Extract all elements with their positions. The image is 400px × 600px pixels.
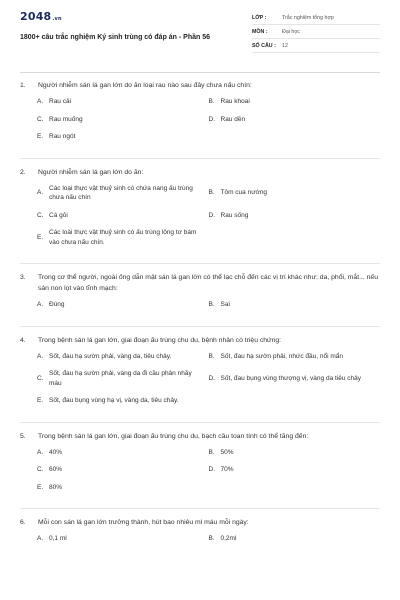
answer-option[interactable] (209, 465, 381, 475)
answer-options (20, 184, 380, 256)
option-letter: D. (208, 115, 215, 123)
option-letter: E. (37, 483, 44, 491)
meta-info (252, 12, 380, 54)
option-text: Rau dền (220, 115, 246, 123)
option-text: Rau muống (49, 115, 83, 123)
option-letter: A. (37, 448, 44, 456)
option-letter: A. (37, 189, 44, 197)
meta-value: 12 (282, 42, 288, 49)
option-text: Rau khoai (220, 98, 250, 105)
answer-options (20, 534, 380, 552)
question-number: 3. (20, 274, 26, 281)
option-letter: E. (37, 397, 44, 404)
question-text: Trong bệnh sán lá gan lớn, giai đoạn ấu trùng chu du, bệnh nhân có triệu chứng: (38, 336, 282, 344)
answer-option[interactable] (37, 211, 209, 221)
question-list (20, 80, 380, 552)
option-letter: A. (37, 535, 44, 542)
answer-option[interactable] (209, 369, 381, 388)
question-item (20, 167, 380, 256)
document-title: 1800+ câu trắc nghiệm Ký sinh trùng có đáp án - Phần 56 (20, 34, 211, 41)
question-stem (20, 80, 380, 91)
question-number: 2. (20, 168, 26, 176)
question-stem (20, 272, 380, 294)
answer-option[interactable] (209, 534, 381, 544)
option-letter: C. (37, 115, 44, 123)
answer-option[interactable] (209, 184, 381, 203)
option-letter: C. (37, 374, 44, 382)
option-letter: E. (37, 233, 44, 241)
question-separator (20, 158, 380, 159)
answer-option[interactable] (37, 483, 209, 493)
meta-value: Trắc nghiệm tổng hợp (282, 14, 334, 21)
question-separator (20, 508, 380, 509)
option-text: Các loài thực vật thuỷ sinh có ấu trùng lông tơ bám vào chưa nấu chín. (49, 229, 197, 246)
question-item (20, 431, 380, 501)
question-separator (20, 263, 380, 264)
answer-option[interactable] (209, 211, 381, 221)
question-separator (20, 326, 380, 327)
answer-option[interactable] (209, 448, 381, 458)
option-text: Rau ngót (49, 133, 76, 140)
option-letter: C. (37, 211, 44, 219)
option-letter: E. (37, 133, 44, 140)
answer-options (20, 448, 380, 501)
option-letter: D. (208, 374, 215, 382)
option-letter: B. (208, 352, 215, 360)
question-item (20, 335, 380, 414)
answer-option[interactable] (37, 534, 209, 544)
meta-value: Đại học (282, 28, 300, 35)
option-text: Sốt, đau bụng vùng hạ vị, vàng da, tiêu chảy. (49, 397, 179, 404)
logo-text: 2048 (20, 10, 52, 23)
option-letter: D. (208, 211, 215, 219)
question-text: Trong bệnh sán lá gan lớn, giai đoạn ấu trùng chu du, bạch cầu toan tính có thể tăng đến: (38, 432, 309, 440)
answer-option[interactable] (37, 369, 209, 388)
option-text: 80% (49, 483, 63, 491)
answer-option[interactable] (209, 97, 381, 107)
option-letter: B. (208, 535, 215, 542)
option-text: 50% (220, 448, 234, 456)
option-letter: B. (208, 189, 215, 197)
question-stem (20, 431, 380, 442)
header-divider (20, 72, 380, 73)
option-letter: B. (208, 301, 215, 308)
option-text: Rau cải (49, 98, 72, 105)
answer-option[interactable] (37, 97, 209, 107)
option-text: Cá gỏi (49, 211, 68, 219)
option-text: 60% (49, 466, 63, 473)
question-item (20, 517, 380, 552)
option-text: 70% (220, 466, 234, 473)
option-letter: A. (37, 301, 44, 308)
question-stem (20, 517, 380, 528)
meta-key: MÔN : (252, 28, 268, 35)
option-text: 0,2ml (220, 535, 237, 542)
answer-option[interactable] (37, 396, 209, 406)
answer-option[interactable] (37, 115, 209, 125)
question-separator (20, 422, 380, 423)
question-text: Trong cơ thể người, ngoài ống dẫn mật sán lá gan lớn có thể lạc chỗ đến các vị trí khác như: da, phổi, mắt... nếu sán non lọt vào tĩnh mạch: (38, 274, 378, 292)
option-text: Sai (220, 301, 230, 308)
option-text: Sốt, đau hạ sườn phải, vàng da, tiêu chảy. (49, 352, 172, 360)
option-text: Sốt, đau bụng vùng thượng vị, vàng da tiêu chảy (220, 374, 362, 382)
question-number: 5. (20, 432, 26, 440)
question-stem (20, 335, 380, 346)
question-text: Người nhiễm sán lá gan lớn do ăn: (38, 168, 144, 176)
option-text: Đúng (49, 301, 65, 308)
meta-row-subject (252, 26, 380, 39)
option-text: Rau sống (220, 211, 249, 219)
answer-option[interactable] (37, 184, 209, 203)
question-item (20, 272, 380, 318)
option-text: Các loại thực vật thuỷ sinh có chứa nang ấu trùng chưa nấu chín (49, 184, 193, 201)
question-item (20, 80, 380, 150)
answer-option[interactable] (37, 352, 209, 362)
option-letter: A. (37, 98, 44, 105)
answer-option[interactable] (37, 465, 209, 475)
answer-option[interactable] (209, 115, 381, 125)
question-number: 6. (20, 519, 26, 526)
answer-option[interactable] (37, 300, 209, 310)
meta-key: LỚP : (252, 14, 267, 21)
option-letter: B. (208, 98, 215, 105)
answer-option[interactable] (37, 228, 209, 247)
meta-row-class (252, 12, 380, 25)
option-letter: A. (37, 352, 44, 360)
answer-options (20, 300, 380, 318)
question-number: 1. (20, 82, 26, 89)
meta-row-count (252, 40, 380, 53)
question-text: Người nhiễm sán lá gan lớn do ăn loại rau nào sau đây chưa nấu chín: (38, 82, 252, 89)
option-text: Sốt, đau hạ sườn phải, nhức đầu, nổi mẩn (220, 352, 343, 360)
option-letter: C. (37, 466, 44, 473)
option-text: Sốt, đau hạ sườn phải, vàng da đi cầu phân nhầy máu (49, 370, 192, 387)
question-number: 4. (20, 336, 26, 344)
question-stem (20, 167, 380, 178)
answer-option[interactable] (209, 300, 381, 310)
answer-options (20, 97, 380, 150)
answer-option[interactable] (37, 132, 209, 142)
meta-key: SỐ CÂU : (252, 42, 276, 49)
option-text: 40% (49, 448, 63, 456)
option-letter: D. (208, 466, 215, 473)
option-letter: B. (208, 448, 215, 456)
answer-option[interactable] (209, 352, 381, 362)
answer-options (20, 352, 380, 414)
logo-tld: .vn (52, 16, 62, 22)
question-text: Mỗi con sán lá gan lớn trưởng thành, hút bao nhiêu ml máu mỗi ngày: (38, 519, 249, 526)
answer-option[interactable] (37, 448, 209, 458)
option-text: Tôm cua nướng (220, 189, 268, 197)
option-text: 0,1 ml (49, 535, 67, 542)
